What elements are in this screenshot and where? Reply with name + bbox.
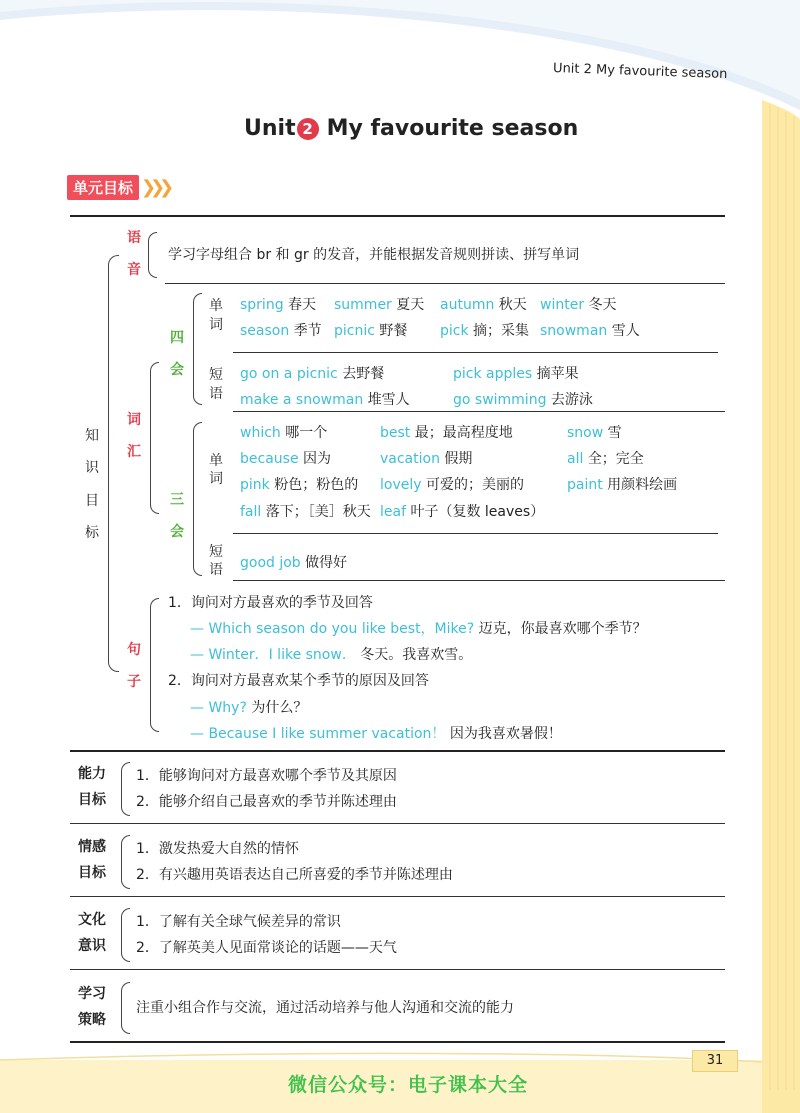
watermark: 微信公众号：电子课本大全 [288,1074,529,1096]
pronunciation-label-2: 音 [127,262,141,278]
four-words-label-1: 单 [209,298,223,314]
brace-knowledge [108,255,119,672]
vocab-item: all 全；完全 [567,451,644,467]
vocab-item: paint 用颜料绘画 [567,477,678,493]
vocab-item: autumn 秋天 [440,297,527,313]
vocab-item: fall 落下；［美］秋天 [240,504,371,520]
four-skills-label-1: 四 [170,330,184,346]
knowledge-label-3: 目 [85,493,99,509]
four-phrases-label-1: 短 [209,367,223,383]
pronunciation-label-1: 语 [127,230,141,246]
brace-vocabulary [150,362,159,514]
strategy-label: 学习 策略 [78,986,106,1028]
vocabulary-label-2: 汇 [127,444,141,460]
ability-label: 能力 目标 [78,766,106,808]
brace-pronunciation [148,232,157,278]
three-words-label-1: 单 [209,453,223,469]
vocab-item: best 最；最高程度地 [380,425,513,441]
rule-after-three [233,580,725,581]
phrase-item: pick apples 摘苹果 [453,366,579,382]
chevron-right-icon: ❯❯❯ [141,177,169,198]
emotion-item: 2．有兴趣用英语表达自己所喜爱的季节并陈述理由 [136,867,453,883]
brace-emotion [121,835,130,889]
sentence-item-1-answer: — Winter．I like snow． 冬天。我喜欢雪。 [190,647,473,663]
emotion-item: 1．激发热爱大自然的情怀 [136,841,299,857]
section-badge-label: 单元目标 [67,175,139,200]
knowledge-label-4: 标 [85,525,99,541]
brace-four-skills [193,293,202,405]
rule-top [70,215,725,217]
vocab-item: winter 冬天 [540,297,617,313]
brace-culture [121,908,130,962]
rule-after-pronunciation [165,283,725,284]
vocab-item: lovely 可爱的；美丽的 [380,477,524,493]
vocab-item: snowman 雪人 [540,323,640,339]
rule-after-knowledge [70,750,725,752]
four-skills-label-2: 会 [170,362,184,378]
rule-after-four [233,411,725,412]
brace-three-skills [193,422,202,576]
vocab-item: spring 春天 [240,297,317,313]
pronunciation-text: 学习字母组合 br 和 gr 的发音，并能根据发音规则拼读、拼写单词 [168,247,580,263]
three-skills-label-2: 会 [170,524,184,540]
rule-after-ability [70,823,725,824]
vocab-item: vacation 假期 [380,451,473,467]
unit-number-badge: 2 [297,118,319,140]
knowledge-label-2: 识 [85,460,99,476]
four-phrases-label-2: 语 [209,386,223,402]
ability-item: 1．能够询问对方最喜欢哪个季节及其原因 [136,768,397,784]
brace-strategy [121,982,130,1034]
brace-sentences [150,598,159,732]
three-phrases-label-2: 语 [209,562,223,578]
four-words-label-2: 词 [209,317,223,333]
ability-item: 2．能够介绍自己最喜欢的季节并陈述理由 [136,794,397,810]
sentence-item-2-title: 2．询问对方最喜欢某个季节的原因及回答 [168,673,429,689]
culture-label: 文化 意识 [78,912,106,954]
phrase-item: make a snowman 堆雪人 [240,392,410,408]
title-prefix: Unit [244,116,296,141]
running-header: Unit 2 My favourite season [552,60,728,83]
sentence-item-1-question: — Which season do you like best，Mike? 迈克，你最喜欢哪个季节？ [190,621,647,637]
vocab-item: picnic 野餐 [334,323,408,339]
rule-bottom [70,1041,725,1043]
vocab-item: leaf 叶子（复数 leaves） [380,504,545,520]
brace-ability [121,762,130,816]
culture-item: 2．了解英美人见面常谈论的话题——天气 [136,940,397,956]
strategy-item: 注重小组合作与交流，通过活动培养与他人沟通和交流的能力 [136,1000,514,1016]
culture-item: 1．了解有关全球气候差异的常识 [136,914,341,930]
vocab-item: which 哪一个 [240,425,328,441]
emotion-label: 情感 目标 [78,839,106,881]
vocab-item: snow 雪 [567,425,622,441]
three-skills-label-1: 三 [170,492,184,508]
section-badge [67,175,168,200]
sentences-label-2: 子 [127,674,141,690]
sentence-item-2-answer: — Because I like summer vacation！ 因为我喜欢暑假！ [190,726,562,742]
three-words-label-2: 词 [209,471,223,487]
phrase-item: go swimming 去游泳 [453,392,593,408]
vocab-item: season 季节 [240,323,322,339]
page-title [244,116,578,141]
vocab-item: summer 夏天 [334,297,425,313]
sentence-item-1-title: 1．询问对方最喜欢的季节及回答 [168,595,373,611]
sentence-item-2-question: — Why? 为什么？ [190,700,308,716]
vocab-item: pick 摘；采集 [440,323,530,339]
title-suffix: My favourite season [326,116,579,141]
rule-four-mid [233,352,718,353]
rule-after-culture [70,969,725,970]
page-number: 31 [692,1050,738,1072]
knowledge-label-1: 知 [85,428,99,444]
vocabulary-label-1: 词 [127,412,141,428]
rule-after-emotion [70,896,725,897]
sentences-label-1: 句 [127,642,141,658]
vocab-item: pink 粉色；粉色的 [240,477,359,493]
vocab-item: because 因为 [240,451,332,467]
phrase-item: good job 做得好 [240,555,348,571]
rule-three-mid [233,533,718,534]
phrase-item: go on a picnic 去野餐 [240,366,385,382]
three-phrases-label-1: 短 [209,544,223,560]
